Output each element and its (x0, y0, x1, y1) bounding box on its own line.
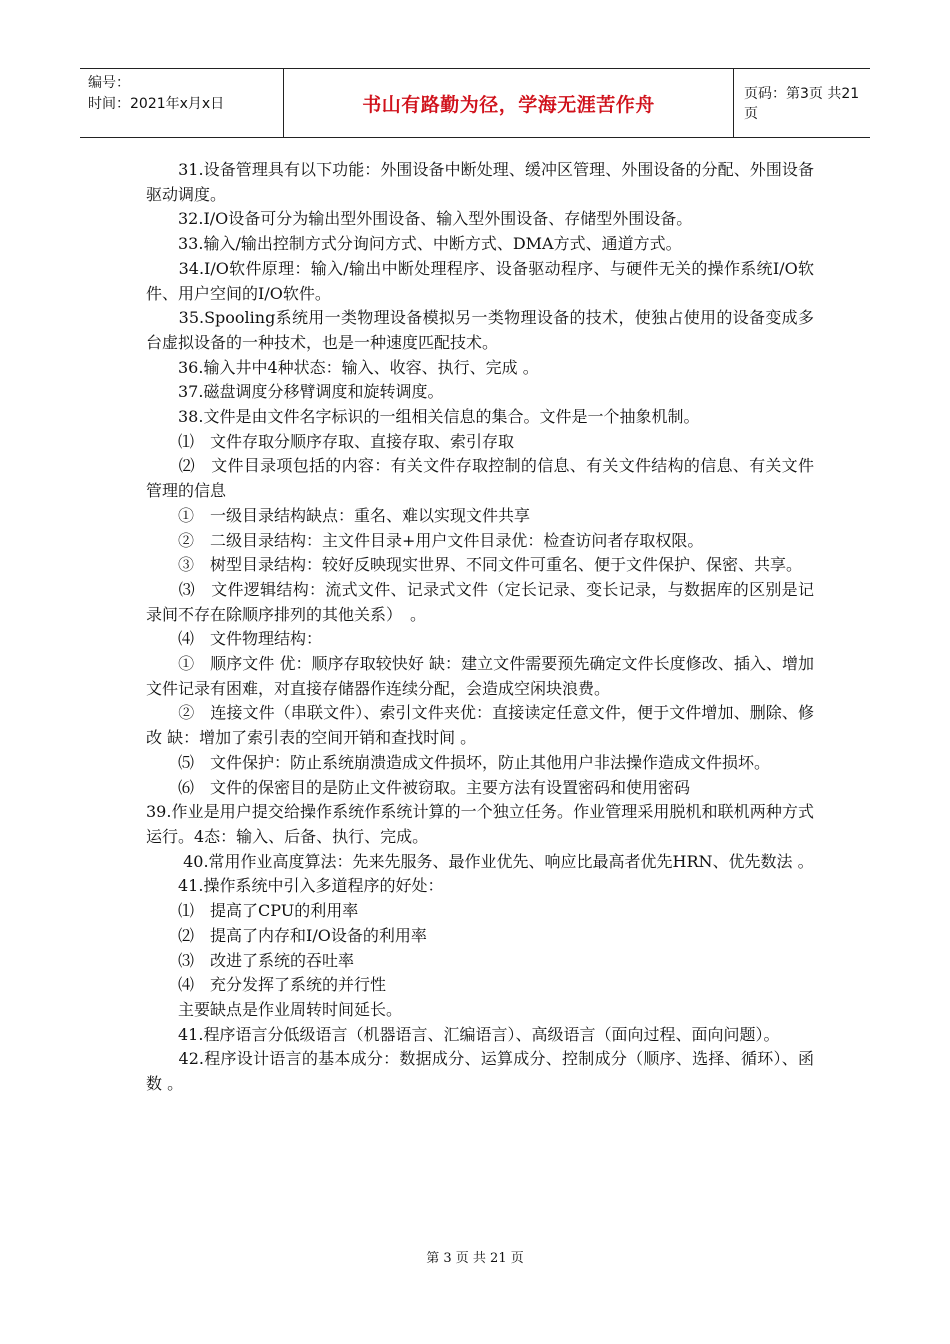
paragraph: ⑴ 提高了CPU的利用率 (146, 901, 359, 921)
paragraph: ⑷ 文件物理结构： (146, 629, 323, 649)
paragraph: 32.I/O设备可分为输出型外围设备、输入型外围设备、存储型外围设备。 (146, 209, 693, 229)
paragraph: ⑶ 文件逻辑结构：流式文件、记录式文件（定长记录、变长记录，与数据库的区别是记录间不存在除顺序排列的其他关系） 。 (146, 579, 814, 624)
paragraph: 40.常用作业高度算法：先来先服务、最作业优先、响应比最高者优先HRN、优先数法 。 (146, 851, 814, 871)
paragraph: 35.Spooling系统用一类物理设备模拟另一类物理设备的技术，使独占使用的设备变成多台虚拟设备的一种技术，也是一种速度匹配技术。 (146, 308, 814, 352)
paragraph: 41.操作系统中引入多道程序的好处： (146, 876, 444, 896)
header-meta (80, 69, 284, 137)
header-motto: 书山有路勤为径，学海无涯苦作舟 (362, 93, 655, 116)
header-page-info: 页码：第3页 共21页 (744, 86, 860, 122)
paragraph: ① 顺序文件 优：顺序存取较快好 缺：建立文件需要预先确定文件长度修改、插入、增加文件记录有困难，对直接存储器作连续分配，会造成空闲块浪费。 (146, 654, 814, 698)
paragraph: ⑴ 文件存取分顺序存取、直接存取、索引存取 (146, 431, 515, 451)
paragraph: ③ 树型目录结构：较好反映现实世界、不同文件可重名、便于文件保护、保密、共享。 (146, 555, 803, 575)
paragraph: ② 二级目录结构：主文件目录+用户文件目录优：检查访问者存取权限。 (146, 530, 704, 550)
paragraph: 41.程序语言分低级语言（机器语言、汇编语言）、高级语言（面向过程、面向问题）。 (146, 1024, 780, 1044)
header-motto-cell (284, 69, 734, 137)
paragraph: ⑵ 文件目录项包括的内容：有关文件存取控制的信息、有关文件结构的信息、有关文件管理的信息 (146, 456, 814, 501)
paragraph: ① 一级目录结构缺点：重名、难以实现文件共享 (146, 505, 531, 525)
paragraph: 37.磁盘调度分移臂调度和旋转调度。 (146, 382, 444, 402)
paragraph: 42.程序设计语言的基本成分：数据成分、运算成分、控制成分（顺序、选择、循环）、函数 。 (146, 1049, 814, 1094)
paragraph: 主要缺点是作业周转时间延长。 (146, 999, 403, 1019)
paragraph: 34.I/O软件原理：输入/输出中断处理程序、设备驱动程序、与硬件无关的操作系统I/O软件、用户空间的I/O软件。 (146, 258, 814, 303)
paragraph: 38.文件是由文件名字标识的一组相关信息的集合。文件是一个抽象机制。 (146, 407, 700, 427)
document-code-label: 编号： (88, 75, 130, 91)
header-page-cell (734, 69, 870, 137)
paragraph: ⑶ 改进了系统的吞吐率 (146, 950, 355, 970)
paragraph: 33.输入/输出控制方式分询问方式、中断方式、DMA方式、通道方式。 (146, 234, 682, 254)
paragraph: 31.设备管理具有以下功能：外围设备中断处理、缓冲区管理、外围设备的分配、外围设备驱动调度。 (146, 160, 814, 204)
page-footer: 第 3 页 共 21 页 (426, 1251, 524, 1266)
paragraph: ⑹ 文件的保密目的是防止文件被窃取。主要方法有设置密码和使用密码 (146, 777, 691, 797)
paragraph: ⑵ 提高了内存和I/O设备的利用率 (146, 925, 427, 945)
paragraph: ⑸ 文件保护：防止系统崩溃造成文件损坏，防止其他用户非法操作造成文件损坏。 (146, 752, 771, 772)
paragraph: 36.输入井中4种状态：输入、收容、执行、完成 。 (146, 357, 539, 377)
document-body (146, 158, 814, 1097)
paragraph: ② 连接文件（串联文件）、索引文件夹优：直接读定任意文件，便于文件增加、删除、修改 缺：增加了索引表的空间开销和查找时间 。 (146, 703, 814, 748)
paragraph: ⑷ 充分发挥了系统的并行性 (146, 975, 387, 995)
page-header (80, 68, 870, 138)
paragraph: 39.作业是用户提交给操作系统作系统计算的一个独立任务。作业管理采用脱机和联机两种方式运行。4态：输入、后备、执行、完成。 (146, 802, 814, 846)
document-time-label: 时间：2021年x月x日 (88, 96, 225, 112)
